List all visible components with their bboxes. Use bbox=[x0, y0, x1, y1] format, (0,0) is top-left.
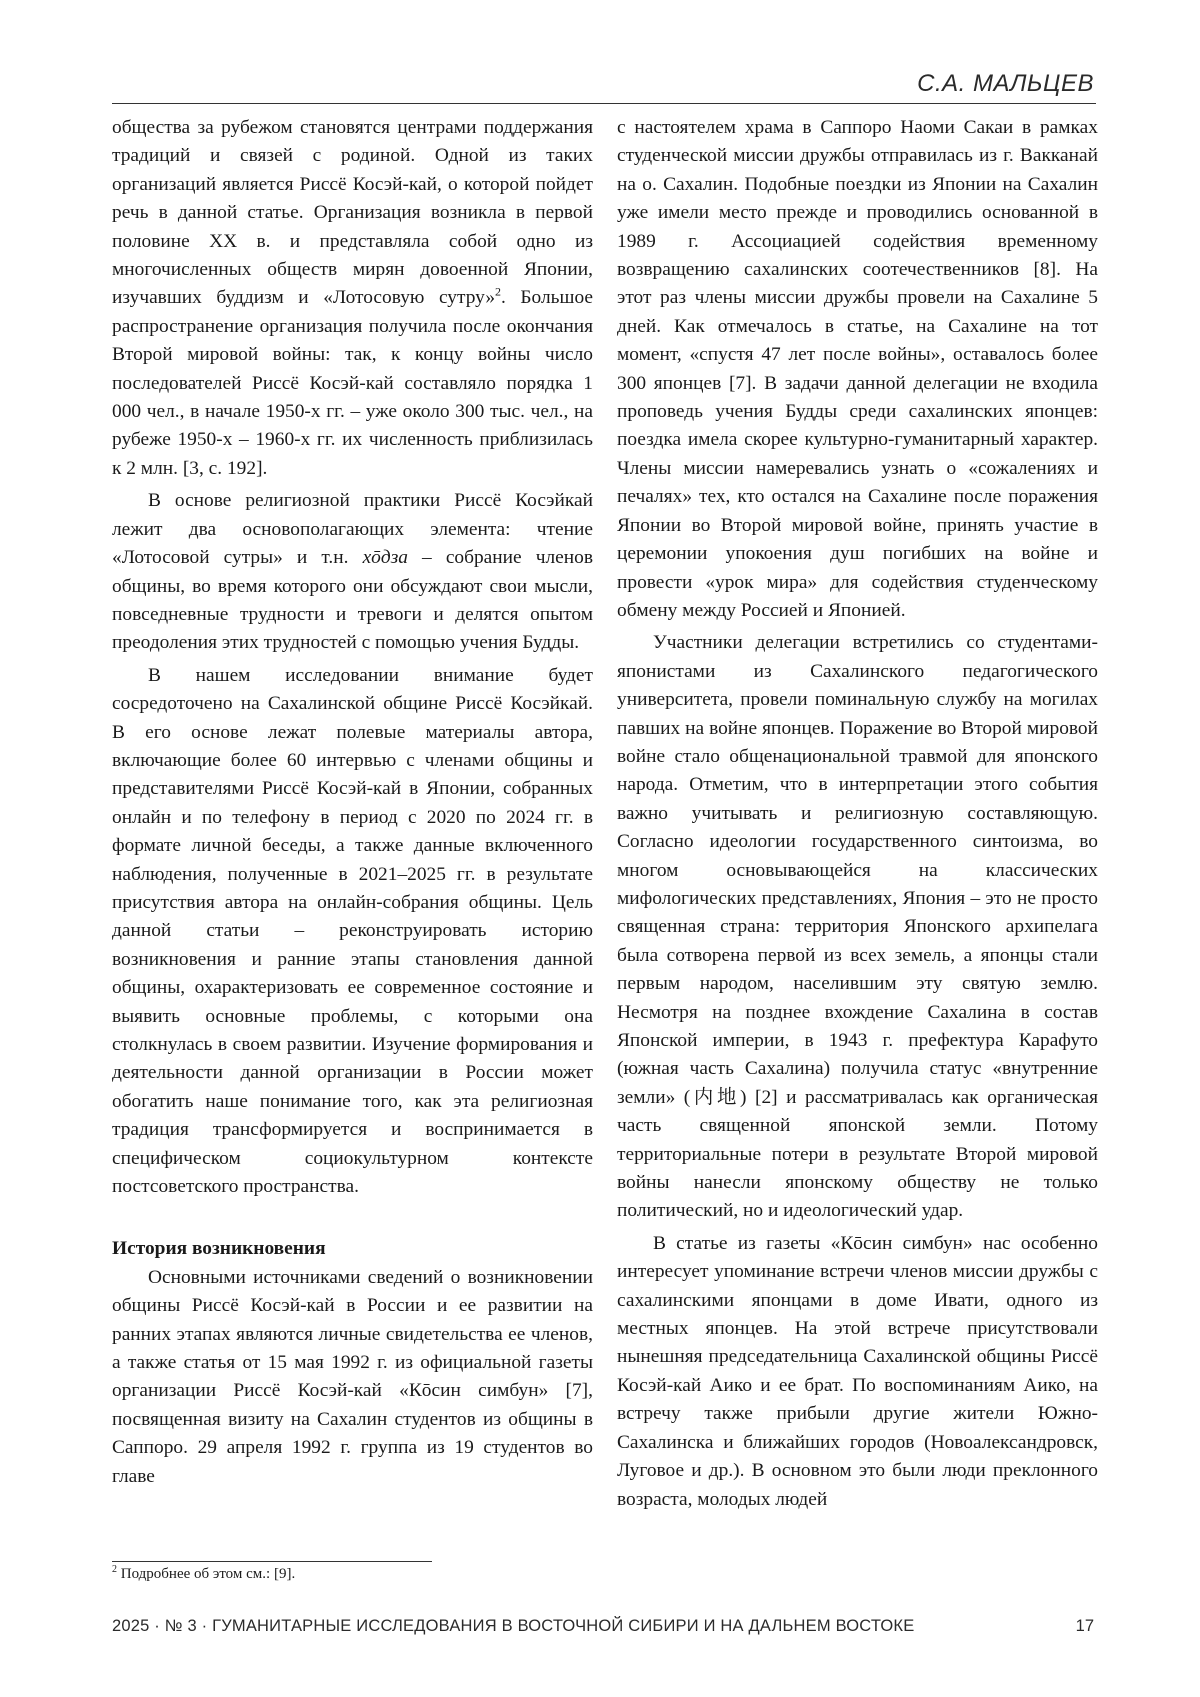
paragraph-text: . Большое распространение организация получила после окончания Второй мировой войны: так, к концу войны число последователей Риссё Косэй-кай составляло порядка 1 000 чел., в начале 1950-х гг. – уже около 300 тыс. чел., на рубеже 1950-х – 1960-х гг. их численность приблизилась к 2 млн. [3, с. 192]. bbox=[112, 287, 593, 479]
term-hodza: хōдза bbox=[362, 547, 408, 569]
paragraph: с настоятелем храма в Саппоро Наоми Сакаи в рамках студенческой миссии дружбы отправилась из г. Вакканай на о. Сахалин. Подобные поездки из Японии на Сахалин уже имели место прежде и проводились основанной в 1989 г. Ассоциацией содействия временному возвращению сахалинских соотечественников [8]. На этот раз члены миссии дружбы провели на Сахалине 5 дней. Как отмечалось в статье, на Сахалине на тот момент, «спустя 47 лет после войны», оставалось более 300 японцев [7]. В задачи данной делегации не входила проповедь учения Будды среди сахалинских японцев: поездка имела скорее культурно-гуманитарный характер. Члены миссии намеревались узнать о «сожалениях и печалях» тех, кто остался на Сахалине после поражения Японии во Второй мировой войне, принять участие в церемонии упокоения душ погибших на войне и провести «урок мира» для содействия студенческому обмену между Россией и Японией. bbox=[617, 117, 1098, 621]
right-column bbox=[617, 114, 1098, 1514]
paragraph: В нашем исследовании внимание будет сосредоточено на Сахалинской общине Риссё Косэйкай. В его основе лежат полевые материалы автора, включающие более 60 интервью с членами общины и представителями Риссё Косэй-кай в Японии, собранных онлайн и по телефону в период с 2020 по 2024 гг. в формате личной беседы, а также данные включенного наблюдения, полученные в 2021–2025 гг. в результате присутствия автора на онлайн-собрания общины. Цель данной статьи – реконструировать историю возникновения и ранние этапы становления данной общины, охарактеризовать ее современное состояние и выявить основные проблемы, с которыми она столкнулась в своем развитии. Изучение формирования и деятельности данной организации в России может обогатить наше понимание того, как эта религиозная традиция трансформируется и воспринимается в специфическом социокультурном контексте постсоветского пространства. bbox=[112, 664, 593, 1198]
footnote-text: Подробнее об этом см.: [9]. bbox=[117, 1566, 296, 1582]
paragraph-text: общества за рубежом становятся центрами поддержания традиций и связей с родиной. Одной из таких организаций является Риссё Косэй-кай, о которой пойдет речь в данной статье. Организация возникла в первой половине XX в. и представляла собой одно из многочисленных обществ мирян довоенной Японии, изучавших буддизм и «Лотосовую сутру» bbox=[112, 117, 593, 309]
left-column bbox=[112, 114, 593, 1491]
paragraph-text: В основе религиозной практики Риссё Косэйкай лежит два основополагающих элемента: чтение «Лотосовой сутры» и т.н. bbox=[112, 490, 593, 569]
paragraph: В статье из газеты «Кōсин симбун» нас особенно интересует упоминание встречи членов миссии дружбы с сахалинскими японцами в доме Ивати, одного из местных японцев. На этой встрече присутствовали нынешняя председательница Сахалинской общины Риссё Косэй-кай Аико и ее брат. По воспоминаниям Аико, на встречу также прибыли другие жители Южно-Сахалинска и ближайших городов (Новоалександровск, Луговое и др.). В основном это были люди преклонного возраста, молодых людей bbox=[617, 1232, 1098, 1510]
paragraph: Участники делегации встретились со студентами-японистами из Сахалинского педагогического университета, провели поминальную службу на могилах павших на войне японцев. Поражение во Второй мировой войне стало общенациональной травмой для японского народа. Отметим, что в интерпретации этого события важно учитывать и религиозную составляющую. Согласно идеологии государственного синтоизма, во многом основывающейся на классических мифологических представлениях, Япония – это не просто священная страна: территория Японского архипелага была сотворена первой из всех земель, а японцы стали первым народом, населившим эту святую землю. Несмотря на позднее вхождение Сахалина в состав Японской империи, в 1943 г. префектура Карафуто (южная часть Сахалина) получила статус «внутренние земли» (内地) [2] и рассматривалась как органическая часть священной японской земли. Потому территориальные потери в результате Второй мировой войны нанесли японскому обществу не только политический, но и идеологический удар. bbox=[617, 632, 1098, 1222]
footer-journal-title: 2025 · № 3 · ГУМАНИТАРНЫЕ ИССЛЕДОВАНИЯ В ВОСТОЧНОЙ СИБИРИ И НА ДАЛЬНЕМ ВОСТОКЕ bbox=[112, 1617, 915, 1635]
footnote-mark: 2 bbox=[112, 1564, 117, 1575]
paragraph: Основными источниками сведений о возникновении общины Риссё Косэй-кай в России и ее развитии на ранних этапах являются личные свидетельства ее членов, а также статья от 15 мая 1992 г. из официальной газеты организации Риссё Косэй-кай «Кōсин симбун» [7], посвященная визиту на Сахалин студентов из общины в Саппоро. 29 апреля 1992 г. группа из 19 студентов во главе bbox=[112, 1266, 593, 1487]
section-heading: История возникновения bbox=[112, 1238, 326, 1260]
page-number: 17 bbox=[1075, 1617, 1094, 1635]
header-rule bbox=[112, 103, 1096, 104]
footnote bbox=[112, 1566, 592, 1583]
paragraph-text: – собрание членов общины, во время которого они обсуждают свои мысли, повседневные трудности и тревоги и делятся опытом преодоления этих трудностей с помощью учения Будды. bbox=[112, 547, 593, 654]
running-head-author: С.А. МАЛЬЦЕВ bbox=[917, 70, 1094, 97]
paragraph bbox=[112, 114, 593, 483]
paragraph bbox=[112, 487, 593, 657]
footnote-rule bbox=[112, 1561, 432, 1562]
footnote-reference: 2 bbox=[495, 284, 502, 299]
